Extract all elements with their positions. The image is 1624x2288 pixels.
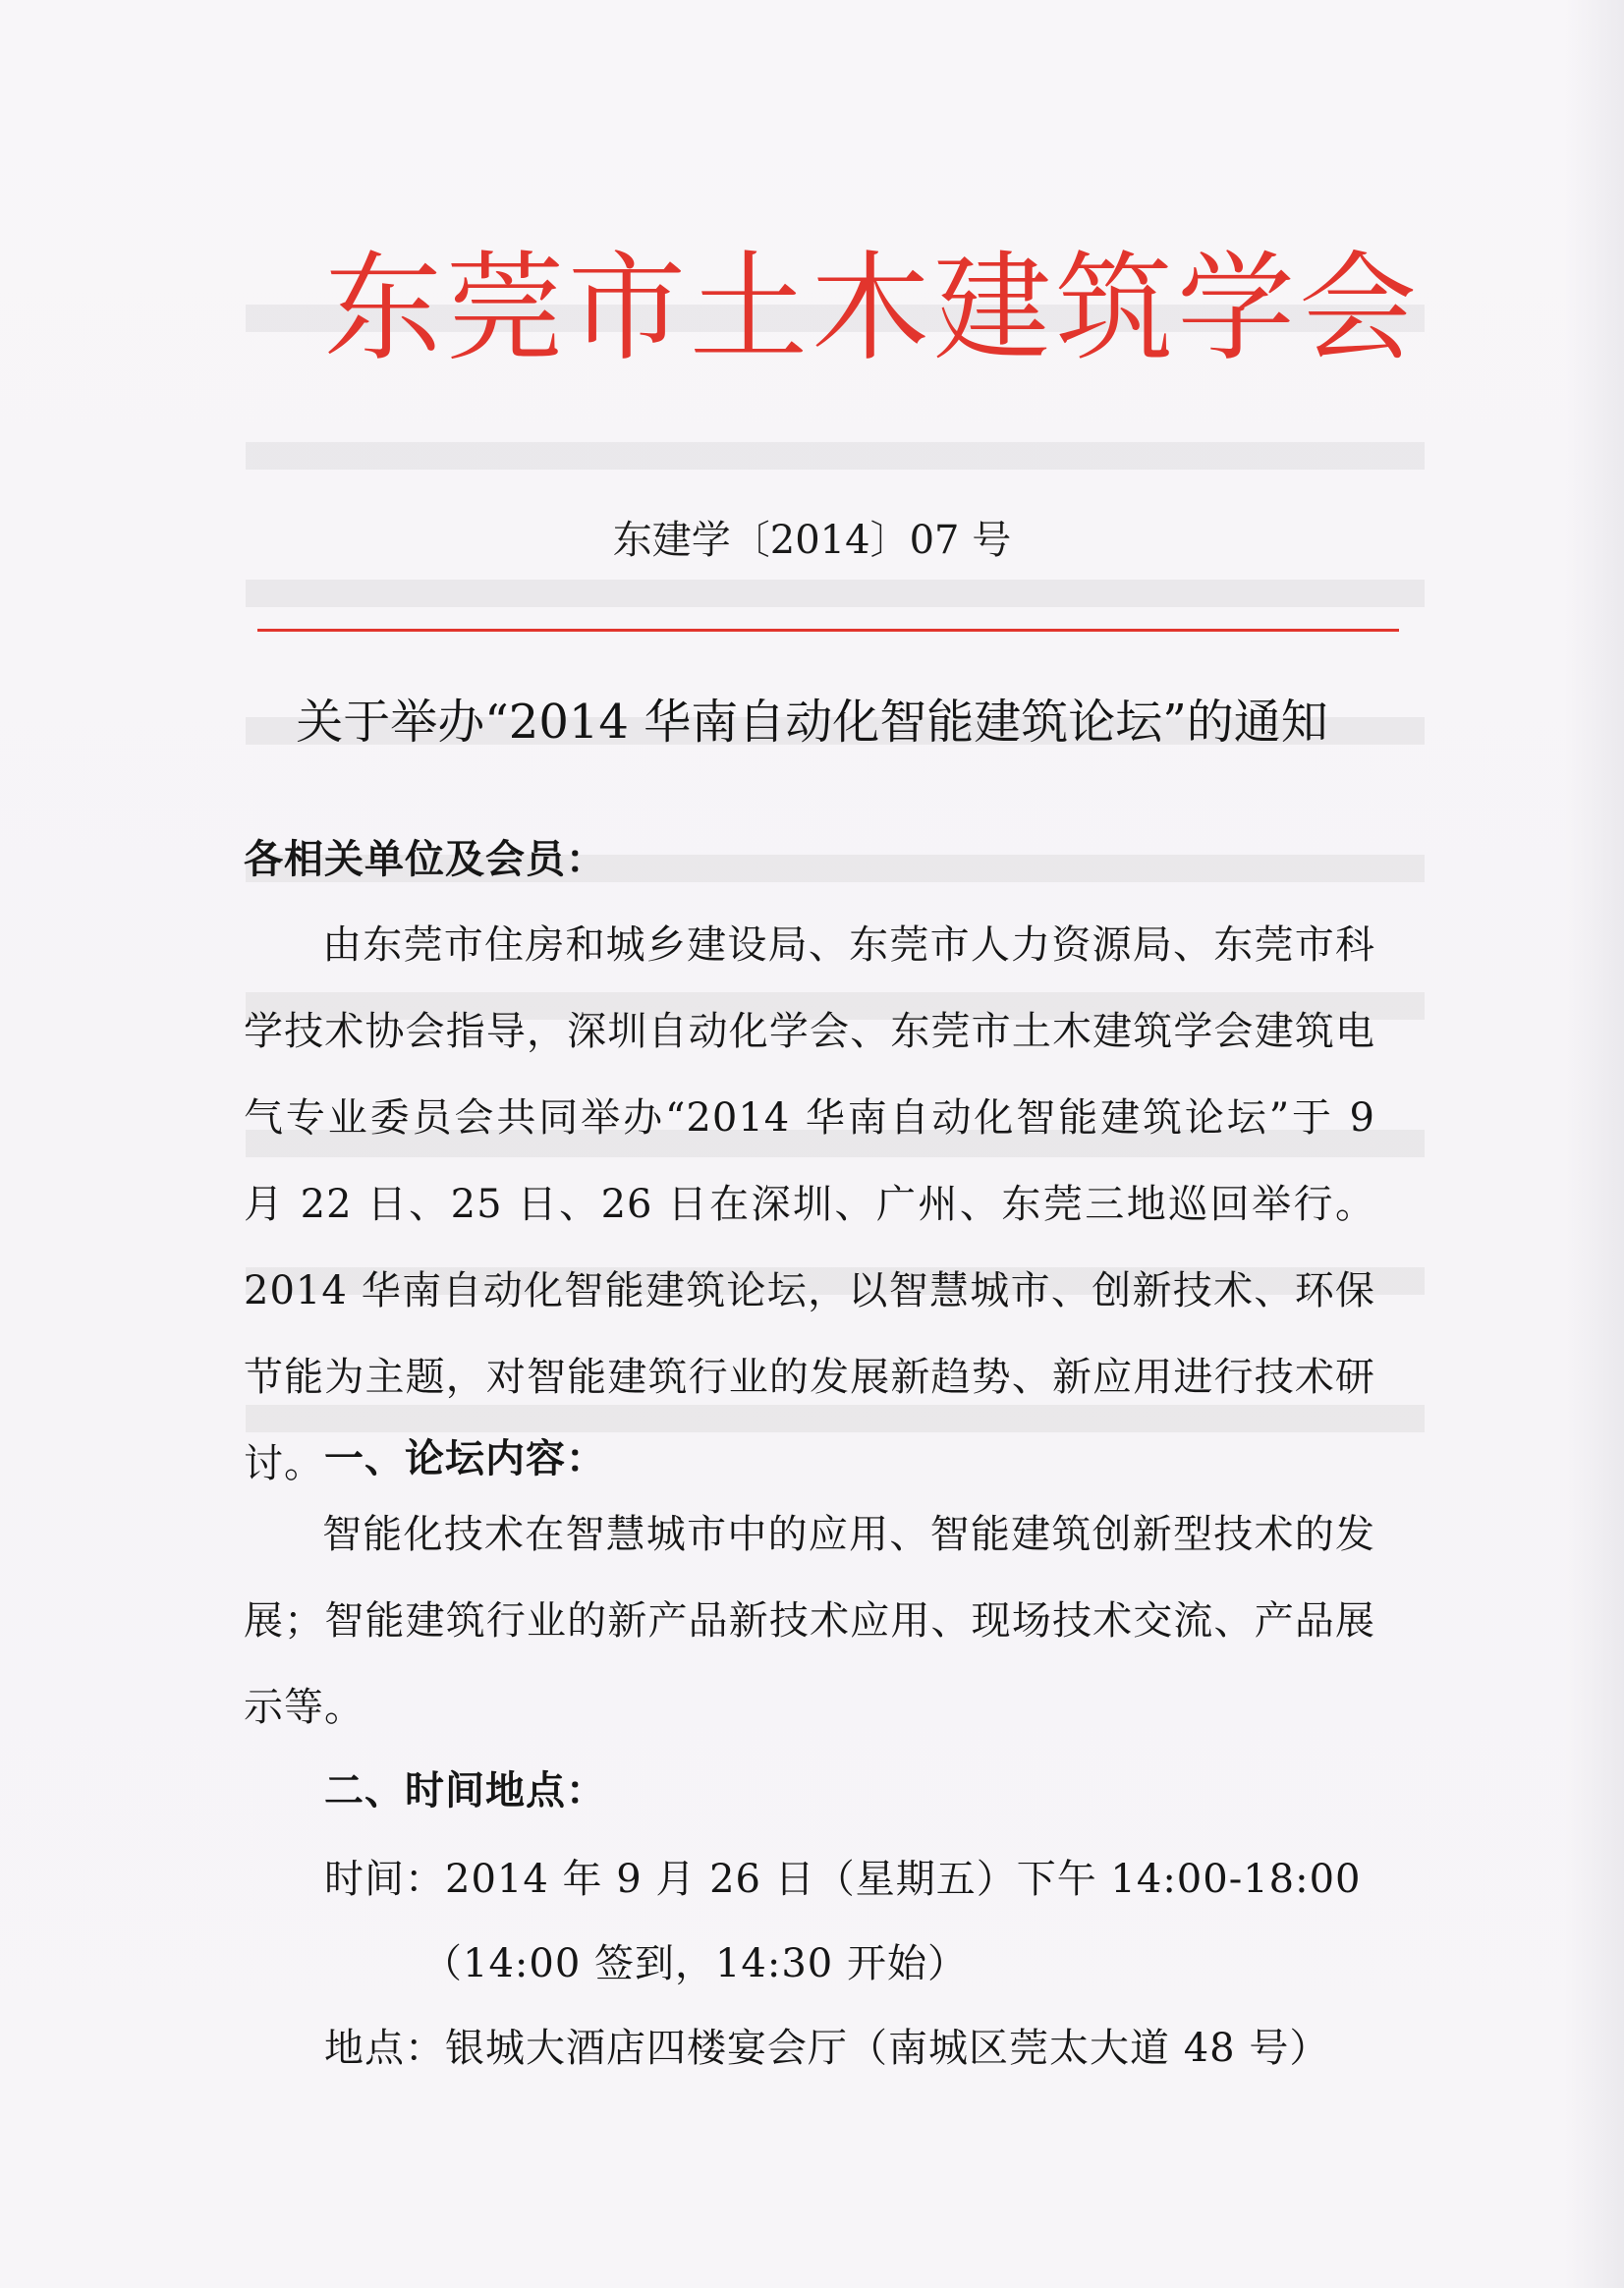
intro-paragraph: 由东莞市住房和城乡建设局、东莞市人力资源局、东莞市科学技术协会指导，深圳自动化学会、东莞市土木建筑学会建筑电气专业委员会共同举办“2014 华南自动化智能建筑论坛”于 9 月 22 日、25 日、26 日在深圳、广州、东莞三地巡回举行。2014 华南自动化智能建筑论坛，以智慧城市、创新技术、环保节能为主题，对智能建筑行业的发展新趋势、新应用进行技术研讨。: [244, 922, 1375, 1486]
content-paragraph: 智能化技术在智慧城市中的应用、智能建筑创新型技术的发展；智能建筑行业的新产品新技术应用、现场技术交流、产品展示等。: [244, 1512, 1375, 1730]
organization-letterhead: 东莞市土木建筑学会: [324, 241, 1421, 377]
letterhead-red-rule: [257, 629, 1399, 632]
event-time: 时间：2014 年 9 月 26 日（星期五）下午 14:00-18:00: [324, 1857, 1362, 1902]
event-place: 地点：银城大酒店四楼宴会厅（南城区莞太大道 48 号）: [324, 2026, 1330, 2071]
section-heading-content: 一、论坛内容：: [324, 1435, 606, 1481]
notice-title: 关于举办“2014 华南自动化智能建筑论坛”的通知: [296, 695, 1328, 750]
event-time-note: （14:00 签到，14:30 开始）: [422, 1941, 968, 1986]
document-number: 东建学〔2014〕07 号: [612, 518, 1012, 563]
salutation: 各相关单位及会员：: [244, 836, 606, 882]
page-edge-shadow: [1565, 0, 1624, 2288]
section-heading-time-place: 二、时间地点：: [324, 1767, 606, 1814]
